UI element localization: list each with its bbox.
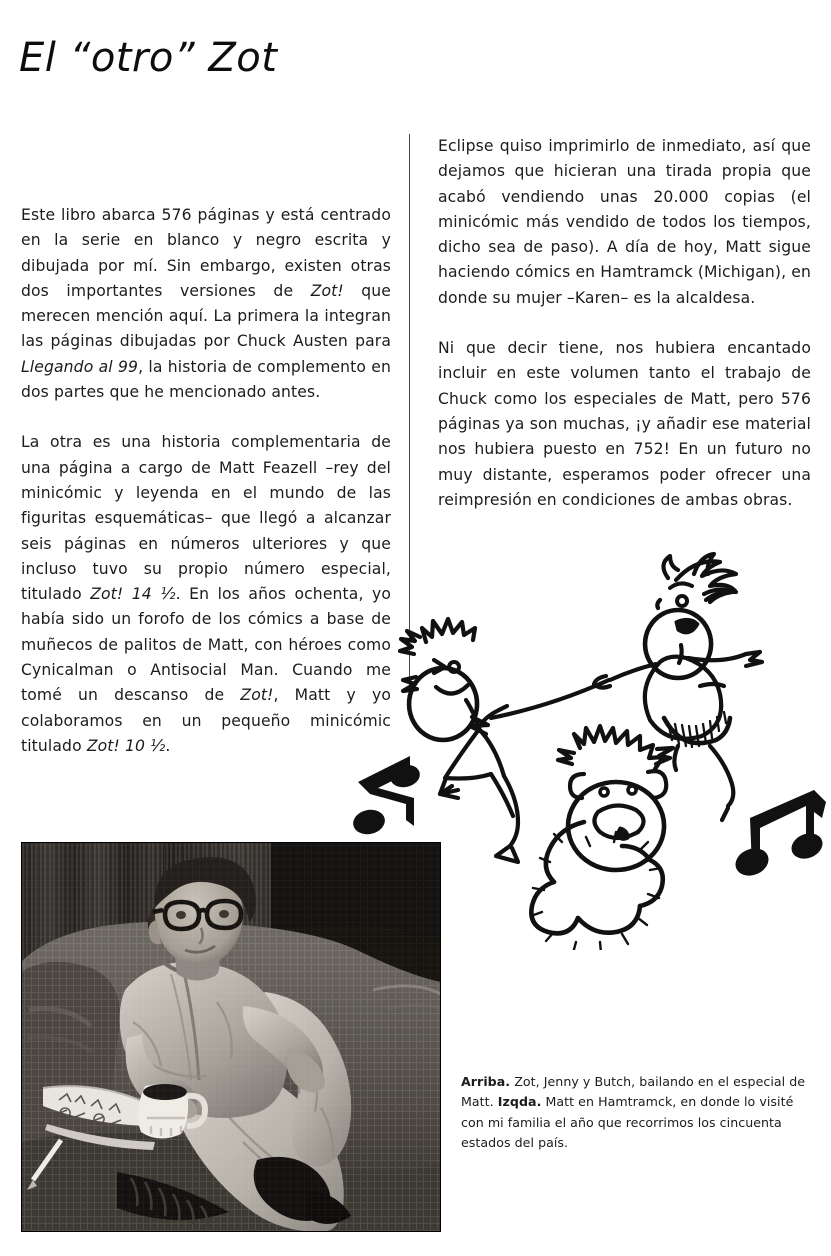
- photo-matt-in-hamtramck: [21, 842, 441, 1232]
- text-run: , Matt y yo colaboramos en un pequeño minicómic titulado: [21, 686, 392, 755]
- text-run: que merecen mención aquí. La primera la integran las páginas dibujadas por Chuck Austen para: [21, 281, 392, 351]
- body-text-column-left: [21, 203, 391, 759]
- text-run: . En los años ochenta, yo había sido un forofo de los cómics a base de muñecos de palitos de Matt, con héroes como Cynicalman o Antisocial Man. Cuando me tomé un descanso de: [21, 585, 392, 705]
- italic-title-run: Zot! 14 ½: [90, 585, 176, 604]
- text-run: , la historia de complemento en dos partes que he mencionado antes.: [21, 357, 391, 402]
- page-title: El “otro” Zot: [19, 34, 278, 81]
- italic-title-run: Zot!: [240, 686, 274, 705]
- paragraph: [21, 430, 391, 759]
- figure-caption: [461, 1072, 816, 1154]
- text-run: La otra es una historia complementaria de una página a cargo de Matt Feazell –rey del minicómic y leyenda en el mundo de las figuritas esquemáticas– que llegó a alcanzar seis páginas en números ulteriores y que incluso tuvo su propio número especial, titulado: [21, 433, 391, 604]
- italic-title-run: Zot!: [310, 281, 344, 300]
- text-run: Ni que decir tiene, nos hubiera encantado incluir en este volumen tanto el trabajo de Chuck como los especiales de Matt, pero 576 páginas ya son muchas, ¡y añadir ese material nos hubiera puesto en 752! En un futuro no muy distante, esperamos poder ofrecer una reimpresión en condiciones de ambas obras.: [438, 339, 811, 509]
- caption-text: Matt en Hamtramck, en donde lo visité con mi familia el año que recorrimos los cincuenta estados del país.: [461, 1094, 794, 1151]
- caption-label: Arriba.: [461, 1074, 511, 1089]
- caption-label: Izqda.: [497, 1094, 542, 1110]
- caption-text: Zot, Jenny y Butch, bailando en el especial de Matt.: [461, 1074, 806, 1110]
- body-text-column-right: [438, 134, 811, 513]
- italic-title-run: Llegando al 99: [21, 357, 139, 376]
- italic-title-run: Zot! 10 ½: [86, 736, 166, 755]
- paragraph: [21, 203, 391, 405]
- text-run: Eclipse quiso imprimirlo de inmediato, así que dejamos que hicieran una tirada propia que acabó vendiendo unas 20.000 copias (el minicómic más vendido de todos los tiempos, dicho sea de paso). A día de hoy, Matt sigue haciendo cómics en Hamtramck (Michigan), en donde su mujer –Karen– es la alcaldesa.: [438, 137, 811, 307]
- text-run: Este libro abarca 576 páginas y está centrado en la serie en blanco y negro escrita y dibujada por mí. Sin embargo, existen otras dos importantes versiones de: [21, 206, 391, 300]
- text-run: .: [165, 736, 171, 755]
- music-note-left: [351, 756, 422, 837]
- paragraph: [438, 336, 811, 513]
- music-note-right: [731, 790, 826, 880]
- paragraph: [438, 134, 811, 311]
